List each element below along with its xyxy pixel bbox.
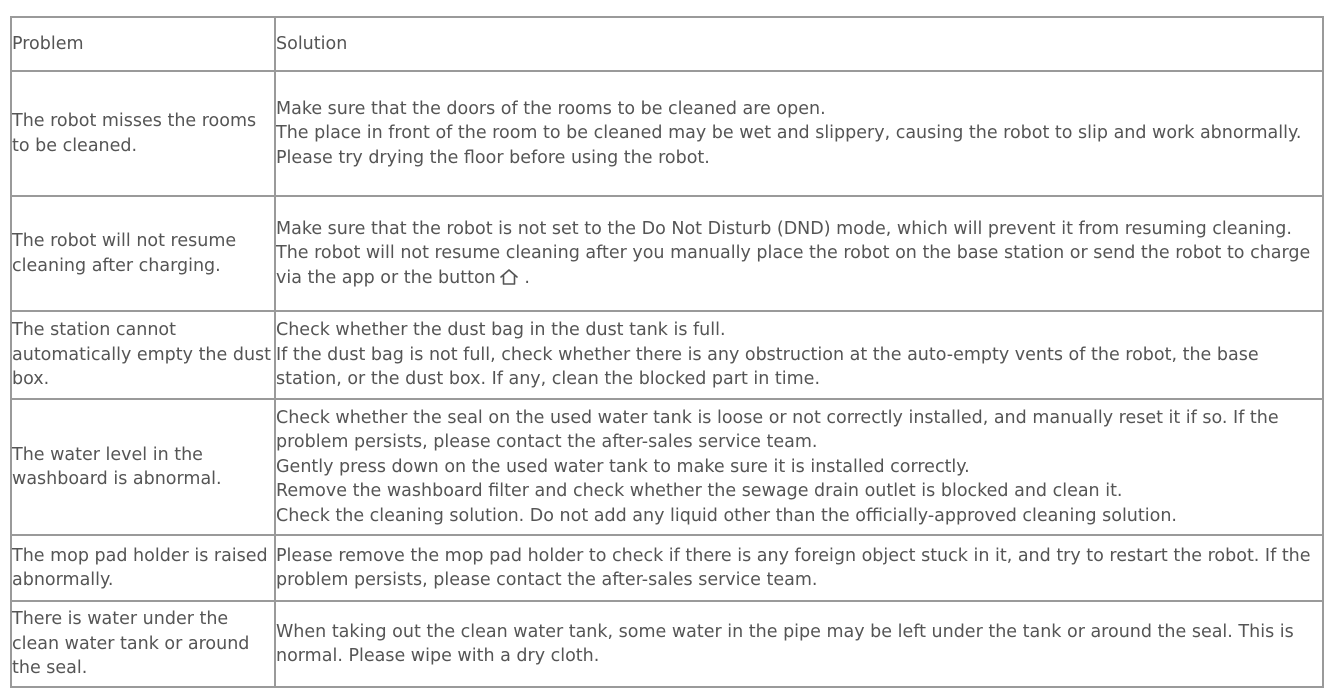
header-solution: Solution: [275, 17, 1323, 71]
problem-cell: The station cannot automatically empty the dust box.: [11, 311, 275, 399]
table-row: [11, 535, 1323, 601]
solution-cell: [275, 71, 1323, 196]
problem-cell: The robot will not resume cleaning after charging.: [11, 196, 275, 311]
problem-cell: The mop pad holder is raised abnormally.: [11, 535, 275, 601]
solution-line: Check whether the dust bag in the dust tank is full.: [276, 320, 726, 341]
problem-cell: The water level in the washboard is abnormal.: [11, 399, 275, 535]
solution-line: Remove the washboard filter and check whether the sewage drain outlet is blocked and clean it.: [276, 481, 1123, 502]
solution-line: Make sure that the doors of the rooms to be cleaned are open.: [276, 98, 826, 119]
table-row: [11, 399, 1323, 535]
solution-line: [276, 241, 1322, 290]
solution-line: Gently press down on the used water tank to make sure it is installed correctly.: [276, 456, 970, 477]
solution-line: If the dust bag is not full, check whether there is any obstruction at the auto-empty vents of the robot, the base station, or the dust box. If any, clean the blocked part in time.: [276, 344, 1259, 390]
table-header-row: [11, 17, 1323, 71]
solution-suffix: .: [524, 267, 530, 288]
home-icon: [499, 268, 519, 286]
solution-line: Please remove the mop pad holder to check if there is any foreign object stuck in it, and try to restart the robot. If the problem persists, please contact the after-sales service team.: [276, 545, 1311, 590]
header-problem: Problem: [11, 17, 275, 71]
troubleshooting-table: [10, 16, 1324, 688]
problem-cell: The robot misses the rooms to be cleaned.: [11, 71, 275, 196]
solution-cell: [275, 399, 1323, 535]
solution-cell: [275, 535, 1323, 601]
solution-line: When taking out the clean water tank, some water in the pipe may be left under the tank or around the seal. This is normal. Please wipe with a dry cloth.: [276, 621, 1294, 666]
solution-cell: [275, 196, 1323, 311]
solution-line: The place in front of the room to be cleaned may be wet and slippery, causing the robot to slip and work abnormally. Please try drying the floor before using the robot.: [276, 123, 1302, 168]
problem-cell: There is water under the clean water tank or around the seal.: [11, 601, 275, 687]
solution-line: Check the cleaning solution. Do not add any liquid other than the officially-approved cleaning solution.: [276, 505, 1177, 526]
table-row: [11, 196, 1323, 311]
table-row: [11, 71, 1323, 196]
table-row: [11, 311, 1323, 399]
solution-line: Make sure that the robot is not set to the Do Not Disturb (DND) mode, which will prevent it from resuming cleaning.: [276, 218, 1292, 239]
solution-cell: [275, 601, 1323, 687]
table-row: [11, 601, 1323, 687]
solution-cell: [275, 311, 1323, 399]
solution-line: Check whether the seal on the used water tank is loose or not correctly installed, and manually reset it if so. If the problem persists, please contact the after-sales service team.: [276, 407, 1279, 453]
solution-line-text: The robot will not resume cleaning after you manually place the robot on the base station or send the robot to charge via the app or the button: [276, 243, 1311, 288]
